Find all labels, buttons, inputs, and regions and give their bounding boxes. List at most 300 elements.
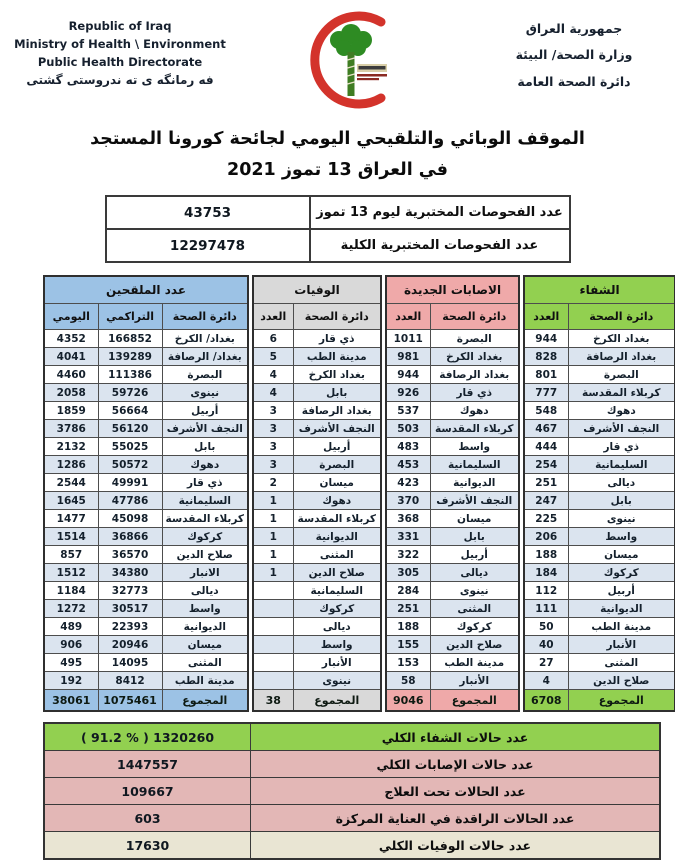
table-row — [44, 330, 248, 348]
province-cell: الديوانية — [430, 474, 519, 492]
count-cell: 14095 — [98, 654, 162, 672]
total-row — [386, 690, 519, 712]
count-cell: 857 — [44, 546, 98, 564]
count-cell: 453 — [386, 456, 430, 474]
province-cell: المثنى — [293, 546, 381, 564]
summary-value: 603 — [44, 805, 251, 832]
table-row — [386, 600, 519, 618]
summary-value: 1447557 — [44, 751, 251, 778]
province-cell: صلاح الدين — [162, 546, 248, 564]
count-cell: 331 — [386, 528, 430, 546]
province-cell: النجف الأشرف — [568, 420, 675, 438]
count-cell: 483 — [386, 438, 430, 456]
recovery-table — [523, 275, 674, 712]
table-row — [524, 438, 675, 456]
count-cell: 27 — [524, 654, 568, 672]
table-row — [524, 402, 675, 420]
summary-value: ( 91.2 % ) 1320260 — [44, 723, 251, 751]
province-cell: ديالى — [568, 474, 675, 492]
vaccinated-title: عدد الملقحين — [44, 276, 248, 304]
table-row — [44, 510, 248, 528]
province-cell: كركوك — [162, 528, 248, 546]
total-value: 38061 — [44, 690, 98, 712]
header-english-block — [6, 18, 234, 90]
province-cell: بغداد الكرخ — [293, 366, 381, 384]
header-kurdish-line: فه رمانگه ی ته ندروستی گشتی — [26, 73, 214, 88]
table-row — [524, 348, 675, 366]
count-cell: 537 — [386, 402, 430, 420]
table-row — [524, 456, 675, 474]
province-cell: بغداد الرصافة — [293, 402, 381, 420]
province-cell: نينوى — [293, 672, 381, 690]
table-row — [44, 654, 248, 672]
count-cell: 1 — [253, 492, 293, 510]
table-row — [386, 492, 519, 510]
summary-label: عدد حالات الوفيات الكلي — [251, 832, 661, 860]
count-cell: 166852 — [98, 330, 162, 348]
count-cell: 50 — [524, 618, 568, 636]
count-cell: 944 — [524, 330, 568, 348]
count-cell: 2058 — [44, 384, 98, 402]
new-cases-table — [385, 275, 518, 712]
province-cell: أربيل — [430, 546, 519, 564]
table-row — [44, 600, 248, 618]
moh-logo-icon — [281, 8, 421, 114]
column-header: العدد — [386, 304, 430, 330]
count-cell: 34380 — [98, 564, 162, 582]
count-cell: 322 — [386, 546, 430, 564]
count-cell: 206 — [524, 528, 568, 546]
province-cell: واسط — [293, 636, 381, 654]
count-cell: 192 — [44, 672, 98, 690]
count-cell: 1011 — [386, 330, 430, 348]
table-row — [253, 600, 381, 618]
count-cell: 8412 — [98, 672, 162, 690]
daily-tests-label: عدد الفحوصات المختبرية ليوم 13 تموز — [310, 196, 570, 229]
table-row — [44, 456, 248, 474]
table-row — [44, 420, 248, 438]
count-cell: 503 — [386, 420, 430, 438]
count-cell: 184 — [524, 564, 568, 582]
province-cell: صلاح الدين — [293, 564, 381, 582]
table-row — [386, 330, 519, 348]
table-row — [524, 510, 675, 528]
header-english-line2: Ministry of Health \ Environment — [14, 36, 226, 51]
table-row — [524, 654, 675, 672]
province-cell: كربلاء المقدسة — [430, 420, 519, 438]
table-row — [386, 654, 519, 672]
province-cell: مدينة الطب — [162, 672, 248, 690]
table-row — [253, 654, 381, 672]
page-title-line1: الموقف الوبائي والتلقيحي اليومي لجائحة كورونا المستجد — [90, 129, 585, 149]
count-cell: 247 — [524, 492, 568, 510]
table-row — [386, 438, 519, 456]
table-row — [386, 564, 519, 582]
table-row — [386, 528, 519, 546]
province-cell: ديالى — [430, 564, 519, 582]
count-cell: 423 — [386, 474, 430, 492]
count-cell: 2 — [253, 474, 293, 492]
count-cell: 368 — [386, 510, 430, 528]
table-row — [524, 636, 675, 654]
count-cell: 1 — [253, 564, 293, 582]
province-cell: دهوك — [293, 492, 381, 510]
page-header — [0, 0, 675, 118]
province-cell: واسط — [162, 600, 248, 618]
province-cell: كركوك — [293, 600, 381, 618]
province-cell: بابل — [162, 438, 248, 456]
count-cell: 2544 — [44, 474, 98, 492]
table-row — [386, 582, 519, 600]
province-cell: النجف الأشرف — [430, 492, 519, 510]
count-cell: 112 — [524, 582, 568, 600]
province-cell: أربيل — [162, 402, 248, 420]
province-cell: البصرة — [430, 330, 519, 348]
count-cell: 188 — [386, 618, 430, 636]
count-cell: 56664 — [98, 402, 162, 420]
count-cell: 50572 — [98, 456, 162, 474]
deaths-title: الوفيات — [253, 276, 381, 304]
count-cell: 284 — [386, 582, 430, 600]
province-cell: الديوانية — [568, 600, 675, 618]
count-cell: 1 — [253, 546, 293, 564]
count-cell: 111 — [524, 600, 568, 618]
table-row — [44, 384, 248, 402]
count-cell: 548 — [524, 402, 568, 420]
count-cell: 1645 — [44, 492, 98, 510]
count-cell: 4460 — [44, 366, 98, 384]
count-cell: 188 — [524, 546, 568, 564]
summary-label: عدد الحالات تحت العلاج — [251, 778, 661, 805]
table-row — [253, 618, 381, 636]
vaccinated-table — [43, 275, 247, 712]
count-cell: 926 — [386, 384, 430, 402]
table-row — [524, 528, 675, 546]
lab-tests-table — [105, 195, 571, 263]
summary-label: عدد حالات الإصابات الكلي — [251, 751, 661, 778]
province-cell: المثنى — [568, 654, 675, 672]
header-arabic-line3: دائرة الصحة العامة — [517, 73, 631, 89]
province-cell: الديوانية — [162, 618, 248, 636]
count-cell: 495 — [44, 654, 98, 672]
count-cell: 3 — [253, 438, 293, 456]
province-cell: ذي قار — [162, 474, 248, 492]
table-row — [253, 438, 381, 456]
column-header: دائرة الصحة — [430, 304, 519, 330]
province-cell: بغداد الكرخ — [568, 330, 675, 348]
header-arabic-block — [467, 16, 669, 95]
table-row — [253, 582, 381, 600]
table-row — [386, 474, 519, 492]
table-row — [386, 402, 519, 420]
table-row — [44, 492, 248, 510]
header-arabic-line2: وزارة الصحة/ البيئة — [515, 47, 633, 63]
count-cell — [253, 672, 293, 690]
table-row — [253, 402, 381, 420]
count-cell: 981 — [386, 348, 430, 366]
total-tests-label: عدد الفحوصات المختبرية الكلية — [310, 229, 570, 262]
province-cell: أربيل — [293, 438, 381, 456]
table-row — [386, 672, 519, 690]
province-cell: الأنبار — [568, 636, 675, 654]
province-cell: واسط — [430, 438, 519, 456]
count-cell: 3 — [253, 402, 293, 420]
table-row — [524, 618, 675, 636]
table-row — [386, 384, 519, 402]
table-row — [524, 672, 675, 690]
province-cell: البصرة — [568, 366, 675, 384]
count-cell: 49991 — [98, 474, 162, 492]
count-cell: 1272 — [44, 600, 98, 618]
total-label: المجموع — [568, 690, 675, 712]
count-cell — [253, 600, 293, 618]
count-cell: 36866 — [98, 528, 162, 546]
new-cases-title: الاصابات الجديدة — [386, 276, 519, 304]
province-cell: المثنى — [430, 600, 519, 618]
province-cell: ميسان — [568, 546, 675, 564]
stat-tables — [43, 275, 675, 712]
count-cell: 254 — [524, 456, 568, 474]
count-cell — [253, 618, 293, 636]
count-cell: 1512 — [44, 564, 98, 582]
province-cell: بابل — [430, 528, 519, 546]
count-cell: 153 — [386, 654, 430, 672]
table-row — [106, 229, 570, 262]
table-row — [253, 672, 381, 690]
count-cell: 4041 — [44, 348, 98, 366]
table-row — [253, 456, 381, 474]
column-header: اليومي — [44, 304, 98, 330]
province-cell: دهوك — [162, 456, 248, 474]
count-cell: 36570 — [98, 546, 162, 564]
table-row — [253, 348, 381, 366]
total-value: 38 — [253, 690, 293, 712]
count-cell: 251 — [524, 474, 568, 492]
count-cell: 444 — [524, 438, 568, 456]
count-cell: 1286 — [44, 456, 98, 474]
page-title — [0, 124, 675, 185]
province-cell: صلاح الدين — [430, 636, 519, 654]
count-cell: 467 — [524, 420, 568, 438]
summary-row — [44, 751, 660, 778]
province-cell: بابل — [568, 492, 675, 510]
total-row — [253, 690, 381, 712]
header-english-line1: Republic of Iraq — [68, 19, 172, 33]
count-cell: 1 — [253, 528, 293, 546]
count-cell: 370 — [386, 492, 430, 510]
total-value: 1075461 — [98, 690, 162, 712]
table-row — [524, 546, 675, 564]
table-row — [253, 564, 381, 582]
count-cell: 4352 — [44, 330, 98, 348]
province-cell: الأنبار — [293, 654, 381, 672]
count-cell: 305 — [386, 564, 430, 582]
count-cell: 3 — [253, 456, 293, 474]
province-cell: السليمانية — [293, 582, 381, 600]
table-row — [44, 672, 248, 690]
count-cell: 4 — [253, 366, 293, 384]
province-cell: بغداد الكرخ — [430, 348, 519, 366]
province-cell: مدينة الطب — [430, 654, 519, 672]
province-cell: كركوك — [430, 618, 519, 636]
province-cell: واسط — [568, 528, 675, 546]
table-row — [44, 618, 248, 636]
total-label: المجموع — [430, 690, 519, 712]
summary-value: 109667 — [44, 778, 251, 805]
province-cell: ميسان — [430, 510, 519, 528]
province-cell: صلاح الدين — [568, 672, 675, 690]
table-row — [524, 474, 675, 492]
province-cell: الأنبار — [430, 672, 519, 690]
total-label: المجموع — [293, 690, 381, 712]
table-row — [524, 564, 675, 582]
count-cell: 489 — [44, 618, 98, 636]
table-row — [524, 600, 675, 618]
count-cell: 4 — [253, 384, 293, 402]
count-cell: 828 — [524, 348, 568, 366]
count-cell: 20946 — [98, 636, 162, 654]
daily-tests-value: 43753 — [106, 196, 310, 229]
table-row — [253, 330, 381, 348]
count-cell: 1184 — [44, 582, 98, 600]
table-row — [253, 474, 381, 492]
table-row — [386, 546, 519, 564]
count-cell: 801 — [524, 366, 568, 384]
count-cell: 32773 — [98, 582, 162, 600]
province-cell: كربلاء المقدسة — [293, 510, 381, 528]
count-cell: 3 — [253, 420, 293, 438]
province-cell: بغداد الرصافة — [430, 366, 519, 384]
province-cell: ديالى — [162, 582, 248, 600]
summary-row — [44, 805, 660, 832]
count-cell: 777 — [524, 384, 568, 402]
table-row — [44, 366, 248, 384]
province-cell: نينوى — [568, 510, 675, 528]
count-cell: 47786 — [98, 492, 162, 510]
province-cell: ميسان — [293, 474, 381, 492]
table-row — [106, 196, 570, 229]
province-cell: البصرة — [162, 366, 248, 384]
table-row — [253, 384, 381, 402]
table-row — [524, 420, 675, 438]
count-cell — [253, 654, 293, 672]
table-row — [44, 528, 248, 546]
table-row — [44, 348, 248, 366]
column-header: العدد — [253, 304, 293, 330]
count-cell: 3786 — [44, 420, 98, 438]
total-value: 9046 — [386, 690, 430, 712]
table-row — [253, 636, 381, 654]
total-row — [44, 690, 248, 712]
summary-table — [43, 722, 661, 860]
province-cell: كربلاء المقدسة — [568, 384, 675, 402]
table-row — [253, 546, 381, 564]
column-header: دائرة الصحة — [293, 304, 381, 330]
recovery-title: الشفاء — [524, 276, 675, 304]
count-cell: 59726 — [98, 384, 162, 402]
summary-row — [44, 778, 660, 805]
header-arabic-line1: جمهورية العراق — [525, 21, 623, 36]
column-header: دائرة الصحة — [162, 304, 248, 330]
table-row — [253, 420, 381, 438]
page-title-line2: في العراق 13 تموز 2021 — [227, 159, 448, 180]
count-cell: 56120 — [98, 420, 162, 438]
count-cell: 225 — [524, 510, 568, 528]
province-cell: دهوك — [430, 402, 519, 420]
province-cell: بغداد/ الرصافة — [162, 348, 248, 366]
province-cell: بغداد الرصافة — [568, 348, 675, 366]
count-cell: 40 — [524, 636, 568, 654]
count-cell: 55025 — [98, 438, 162, 456]
count-cell: 906 — [44, 636, 98, 654]
province-cell: السليمانية — [430, 456, 519, 474]
table-row — [524, 492, 675, 510]
count-cell: 22393 — [98, 618, 162, 636]
table-row — [44, 546, 248, 564]
table-row — [524, 582, 675, 600]
table-row — [253, 528, 381, 546]
province-cell: أربيل — [568, 582, 675, 600]
province-cell: كربلاء المقدسة — [162, 510, 248, 528]
province-cell: السليمانية — [568, 456, 675, 474]
table-row — [386, 456, 519, 474]
count-cell: 251 — [386, 600, 430, 618]
count-cell: 2132 — [44, 438, 98, 456]
count-cell: 139289 — [98, 348, 162, 366]
header-english-line3: Public Health Directorate — [37, 54, 203, 69]
total-tests-value: 12297478 — [106, 229, 310, 262]
table-row — [524, 384, 675, 402]
table-row — [253, 492, 381, 510]
province-cell: النجف الأشرف — [293, 420, 381, 438]
count-cell: 30517 — [98, 600, 162, 618]
province-cell: الانبار — [162, 564, 248, 582]
table-row — [253, 510, 381, 528]
count-cell: 944 — [386, 366, 430, 384]
province-cell: ذي قار — [430, 384, 519, 402]
count-cell: 155 — [386, 636, 430, 654]
count-cell: 1 — [253, 510, 293, 528]
summary-row — [44, 723, 660, 751]
count-cell: 58 — [386, 672, 430, 690]
count-cell: 111386 — [98, 366, 162, 384]
province-cell: ديالى — [293, 618, 381, 636]
province-cell: مدينة الطب — [293, 348, 381, 366]
total-row — [524, 690, 675, 712]
table-row — [524, 330, 675, 348]
table-row — [386, 366, 519, 384]
summary-label: عدد الحالات الراقدة في العناية المركزة — [251, 805, 661, 832]
summary-label: عدد حالات الشفاء الكلي — [251, 723, 661, 751]
table-row — [386, 420, 519, 438]
count-cell — [253, 582, 293, 600]
table-row — [524, 366, 675, 384]
count-cell: 6 — [253, 330, 293, 348]
province-cell: السليمانية — [162, 492, 248, 510]
table-row — [44, 582, 248, 600]
province-cell: نينوى — [430, 582, 519, 600]
count-cell: 1859 — [44, 402, 98, 420]
province-cell: بابل — [293, 384, 381, 402]
table-row — [44, 564, 248, 582]
table-row — [386, 348, 519, 366]
column-header: التراكمي — [98, 304, 162, 330]
province-cell: ذي قار — [568, 438, 675, 456]
total-value: 6708 — [524, 690, 568, 712]
province-cell: النجف الأشرف — [162, 420, 248, 438]
province-cell: البصرة — [293, 456, 381, 474]
province-cell: مدينة الطب — [568, 618, 675, 636]
